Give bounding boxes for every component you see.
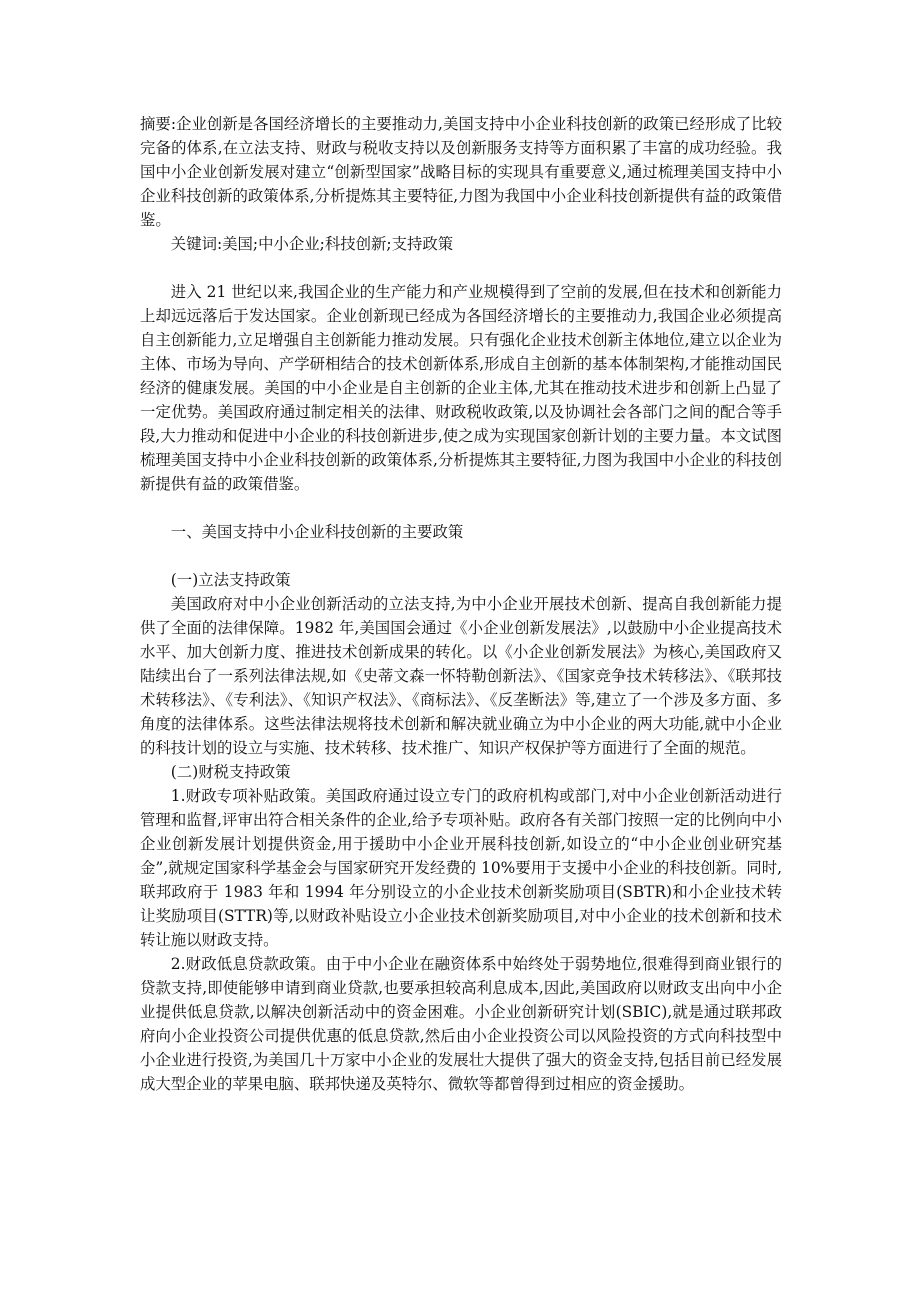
intro-paragraph: 进入 21 世纪以来,我国企业的生产能力和产业规模得到了空前的发展,但在技术和创新能力上却远远落后于发达国家。企业创新现已经成为各国经济增长的主要推动力,我国企业必须提高自主创新能力,立足增强自主创新能力推动发展。只有强化企业技术创新主体地位,建立以企业为主体、市场为导向、产学研相结合的技术创新体系,形成自主创新的基本体制架构,才能推动国民经济的健康发展。美国的中小企业是自主创新的企业主体,尤其在推动技术进步和创新上凸显了一定优势。美国政府通过制定相关的法律、财政税收政策,以及协调社会各部门之间的配合等手段,大力推动和促进中小企业的科技创新进步,使之成为实现国家创新计划的主要力量。本文试图梳理美国支持中小企业科技创新的政策体系,分析提炼其主要特征,力图为我国中小企业的科技创新提供有益的政策借鉴。 (140, 283, 782, 493)
document-page (140, 112, 782, 1096)
legislation-paragraph: 美国政府对中小企业创新活动的立法支持,为中小企业开展技术创新、提高自我创新能力提供了全面的法律保障。1982 年,美国国会通过《小企业创新发展法》,以鼓励中小企业提高技术水平、加大创新力度、推进技术创新成果的转化。以《小企业创新发展法》为核心,美国政府又陆续出台了一系列法律法规,如《史蒂文森一怀特勒创新法》、《国家竞争技术转移法》、《联邦技术转移法》、《专利法》、《知识产权法》、《商标法》、《反垄断法》等,建立了一个涉及多方面、多角度的法律体系。这些法律法规将技术创新和解决就业确立为中小企业的两大功能,就中小企业的科技计划的设立与实施、技术转移、技术推广、知识产权保护等方面进行了全面的规范。 (140, 595, 782, 757)
fiscal-subsidy-paragraph: 1.财政专项补贴政策。美国政府通过设立专门的政府机构或部门,对中小企业创新活动进行管理和监督,评审出符合相关条件的企业,给予专项补贴。政府各有关部门按照一定的比例向中小企业创新发展计划提供资金,用于援助中小企业开展科技创新,如设立的“中小企业创业研究基金”,就规定国家科学基金会与国家研究开发经费的 10%要用于支援中小企业的科技创新。同时,联邦政府于 1983 年和 1994 年分别设立的小企业技术创新奖励项目(SBTR)和小企业技术转让奖励项目(STTR)等,以财政补贴设立小企业技术创新奖励项目,对中小企业的技术创新和技术转让施以财政支持。 (140, 787, 782, 949)
abstract-paragraph: 摘要:企业创新是各国经济增长的主要推动力,美国支持中小企业科技创新的政策已经形成了比较完备的体系,在立法支持、财政与税收支持以及创新服务支持等方面积累了丰富的成功经验。我国中小企业创新发展对建立“创新型国家”战略目标的实现具有重要意义,通过梳理美国支持中小企业科技创新的政策体系,分析提炼其主要特征,力图为我国中小企业科技创新提供有益的政策借鉴。 (140, 115, 782, 229)
keywords-line: 关键词:美国;中小企业;科技创新;支持政策 (170, 235, 454, 253)
section-heading-1: 一、美国支持中小企业科技创新的主要政策 (170, 523, 464, 541)
subsection-heading-fiscal: (二)财税支持政策 (170, 763, 291, 781)
subsection-heading-legislation: (一)立法支持政策 (170, 571, 291, 589)
fiscal-loan-paragraph: 2.财政低息贷款政策。由于中小企业在融资体系中始终处于弱势地位,很难得到商业银行的贷款支持,即使能够申请到商业贷款,也要承担较高利息成本,因此,美国政府以财政支出向中小企业提供低息贷款,以解决创新活动中的资金困难。小企业创新研究计划(SBIC),就是通过联邦政府向小企业投资公司提供优惠的低息贷款,然后由小企业投资公司以风险投资的方式向科技型中小企业进行投资,为美国几十万家中小企业的发展壮大提供了强大的资金支持,包括目前已经发展成大型企业的苹果电脑、联邦快递及英特尔、微软等都曾得到过相应的资金援助。 (140, 955, 782, 1093)
